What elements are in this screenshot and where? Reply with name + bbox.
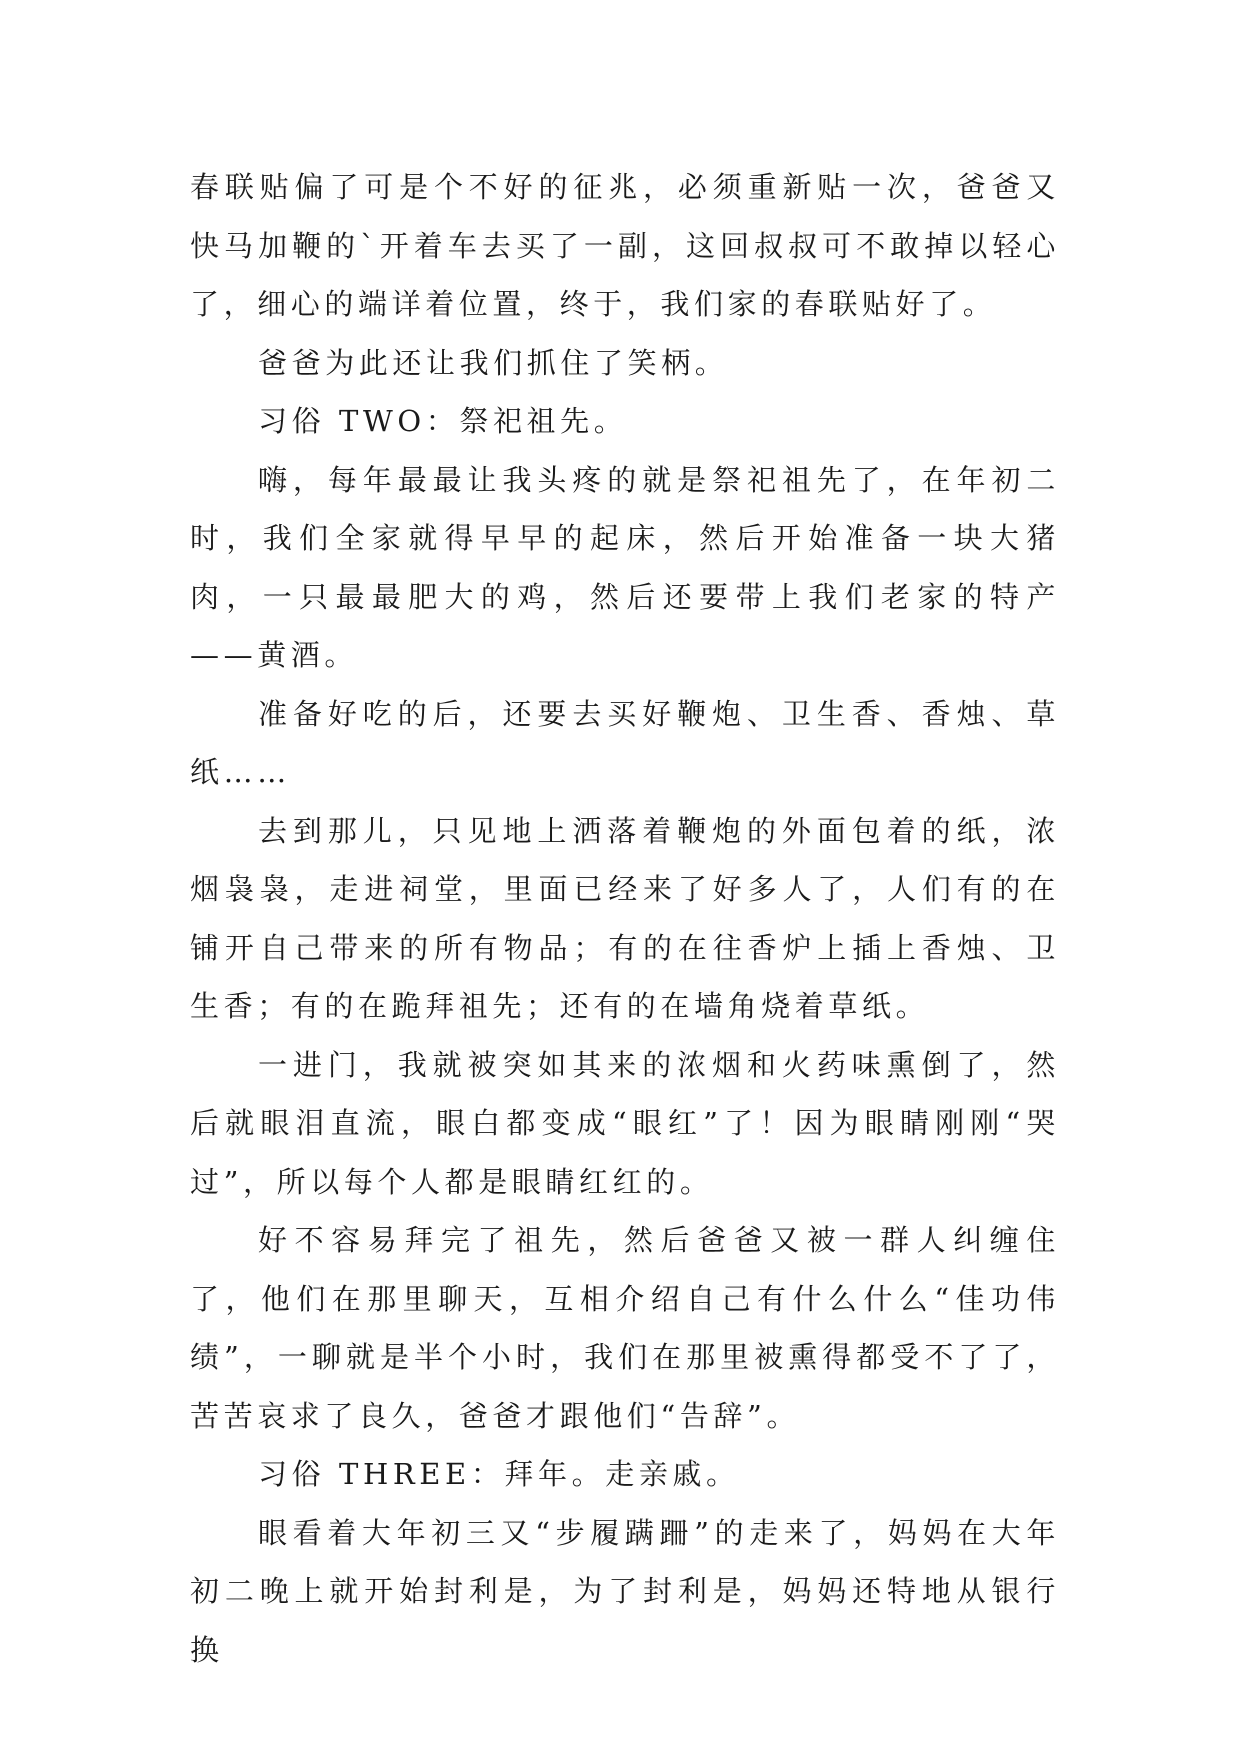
section-heading-two: 习俗 TWO：祭祀祖先。	[258, 404, 628, 438]
paragraph-6: 去到那儿，只见地上洒落着鞭炮的外面包着的纸，浓烟袅袅，走进祠堂，里面已经来了好多人了，人们有的在铺开自己带来的所有物品；有的在往香炉上插上香烛、卫生香；有的在跪拜祖先；还有的在墙角烧着草纸。	[190, 813, 1060, 1023]
paragraph-5: 准备好吃的后，还要去买好鞭炮、卫生香、香烛、草纸……	[190, 696, 1060, 789]
section-heading-three: 习俗 THREE：拜年。走亲戚。	[258, 1457, 740, 1491]
paragraph-4: 嗨，每年最最让我头疼的就是祭祀祖先了，在年初二时，我们全家就得早早的起床，然后开始准备一块大猪肉，一只最最肥大的鸡，然后还要带上我们老家的特产——黄酒。	[190, 462, 1060, 672]
document-body	[190, 158, 1060, 1679]
paragraph-2: 爸爸为此还让我们抓住了笑柄。	[258, 345, 729, 380]
paragraph-8: 好不容易拜完了祖先，然后爸爸又被一群人纠缠住了，他们在那里聊天，互相介绍自己有什么什么“佳功伟绩”，一聊就是半个小时，我们在那里被熏得都受不了了，苦苦哀求了良久，爸爸才跟他们“告辞”。	[190, 1223, 1060, 1433]
paragraph-7: 一进门，我就被突如其来的浓烟和火药味熏倒了，然后就眼泪直流，眼白都变成“眼红”了！因为眼睛刚刚“哭过”，所以每个人都是眼睛红红的。	[190, 1047, 1060, 1199]
paragraph-1: 春联贴偏了可是个不好的征兆，必须重新贴一次，爸爸又快马加鞭的`开着车去买了一副，这回叔叔可不敢掉以轻心了，细心的端详着位置，终于，我们家的春联贴好了。	[190, 170, 1060, 321]
paragraph-10: 眼看着大年初三又“步履蹒跚”的走来了，妈妈在大年初二晚上就开始封利是，为了封利是，妈妈还特地从银行换	[190, 1515, 1060, 1667]
